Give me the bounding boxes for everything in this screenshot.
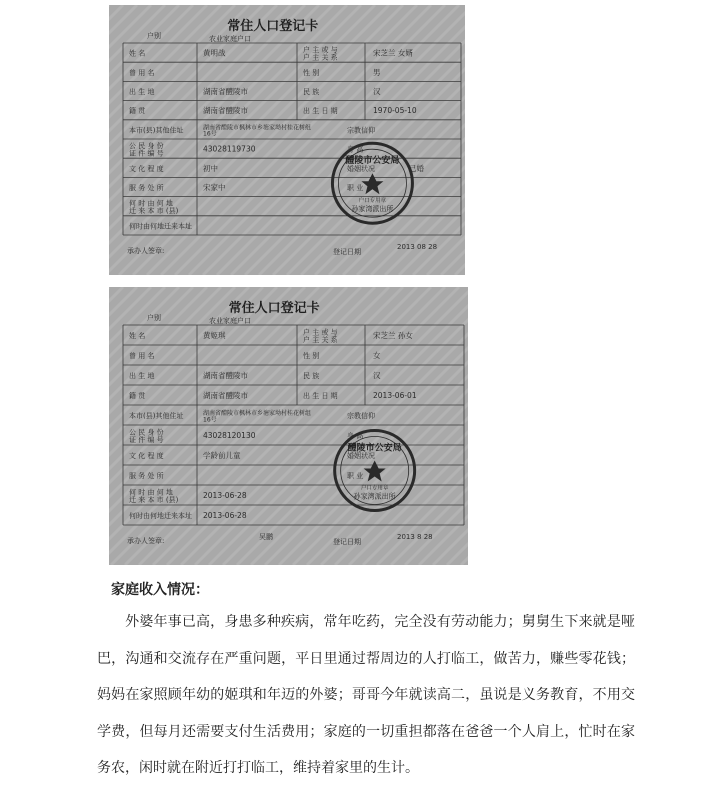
field-label: 何时由何地迁来本址 [129, 512, 192, 520]
household-card-1-form [109, 5, 465, 275]
field-value: 学龄前儿童 [203, 451, 241, 460]
section-heading: 家庭收入情况： [111, 582, 209, 598]
field-value: 宋芝兰 孙女 [373, 331, 413, 340]
card-title: 常住人口登记卡 [228, 301, 320, 316]
field-value: 女 [373, 351, 381, 360]
field-label: 出 生 日 期 [303, 107, 338, 116]
field-label: 本市(县)其他住址 [129, 412, 184, 420]
field-label: 出 生 地 [129, 372, 155, 380]
field-value: 黄明战 [203, 48, 226, 58]
section-paragraph [97, 604, 635, 787]
field-label: 公 民 身 份证 件 编 号 [129, 428, 164, 444]
field-value: 湖南省醴陵市 [203, 87, 248, 96]
field-value: 汉 [373, 87, 381, 96]
household-card-2 [109, 287, 468, 565]
registration-date: 2013 8 28 [397, 533, 433, 541]
field-label: 服 务 处 所 [129, 184, 164, 192]
texture-line [161, 5, 431, 275]
registration-date: 2013 08 28 [397, 243, 438, 251]
texture-line [119, 5, 389, 275]
field-label: 性 别 [303, 68, 320, 77]
field-label: 出 生 日 期 [303, 392, 338, 400]
household-card-2-form [109, 287, 468, 565]
field-label: 婚姻状况 [347, 452, 375, 460]
field-value: 黄姬琪 [203, 331, 226, 340]
household-type-label: 户别 [147, 32, 161, 40]
field-label: 职 业 [347, 184, 364, 192]
stamp-middle-text: 户口专用章 [358, 198, 387, 205]
field-value: 2013-06-01 [373, 391, 417, 400]
field-value: 43028119730 [203, 144, 256, 154]
field-value: 宋家中 [203, 183, 226, 192]
field-label: 何时由何地迁来本址 [129, 222, 192, 231]
date-label: 登记日期 [333, 248, 361, 256]
field-label: 身 高 [347, 145, 364, 154]
field-label: 何 时 由 何 地迁 来 本 市 (县) [129, 488, 179, 504]
stamp-bottom-text: 孙家湾派出所 [351, 205, 394, 214]
field-label: 出 生 地 [129, 88, 155, 96]
field-label: 性 别 [303, 352, 320, 360]
field-label: 曾 用 名 [129, 352, 155, 360]
field-value: 湖南省醴陵市枫林市乡塘家坳村桂花树组 16号 [203, 410, 312, 424]
signer-name: 吴鹏 [259, 533, 273, 541]
field-value: 男 [373, 67, 381, 77]
household-card-1 [109, 5, 465, 275]
stamp-bottom-text: 孙家湾派出所 [353, 492, 396, 501]
field-value: 湖南省醴陵市 [203, 391, 248, 400]
field-value: 1970-05-10 [373, 106, 417, 116]
field-value: 湖南省醴陵市 [203, 371, 248, 380]
field-value: 宋芝兰 女婿 [373, 48, 413, 58]
texture-line [109, 287, 235, 565]
field-value: 湖南省醴陵市 [203, 106, 248, 116]
field-label: 曾 用 名 [129, 68, 155, 77]
texture-line [147, 5, 417, 275]
field-value: 2013-06-28 [203, 491, 247, 500]
signer-label: 承办人签章: [127, 537, 165, 545]
stamp-top-text: 醴陵市公安局 [345, 156, 400, 167]
field-label: 本市(县)其他住址 [129, 126, 184, 135]
stamp-middle-text: 户口专用章 [360, 485, 389, 492]
field-label: 何 时 由 何 地迁 来 本 市 (县) [129, 199, 179, 216]
field-value: 2013-06-28 [203, 511, 247, 520]
field-label: 户 主 或 与户 主 关 系 [303, 328, 338, 344]
field-label: 服 务 处 所 [129, 472, 164, 480]
field-label: 文 化 程 度 [129, 164, 164, 173]
field-label: 姓 名 [129, 332, 146, 340]
field-value: 汉 [373, 371, 381, 380]
field-label: 公 民 身 份证 件 编 号 [129, 142, 164, 158]
official-stamp [332, 143, 412, 223]
field-label: 职 业 [347, 472, 364, 480]
texture-line [133, 5, 403, 275]
texture-line [265, 287, 468, 565]
field-label: 宗教信仰 [347, 412, 375, 420]
field-label: 身 高 [347, 432, 364, 440]
field-label: 文 化 程 度 [129, 452, 164, 460]
field-value: 已婚 [409, 163, 424, 173]
field-label: 婚姻状况 [347, 164, 375, 173]
field-label: 籍 贯 [129, 107, 146, 116]
texture-line [349, 287, 468, 565]
field-label: 籍 贯 [129, 392, 146, 400]
field-label: 民 族 [303, 88, 320, 96]
signer-label: 承办人签章: [127, 247, 165, 255]
field-label: 民 族 [303, 372, 320, 380]
field-value: 43028120130 [203, 431, 256, 440]
texture-line [109, 287, 263, 565]
household-type-value: 农业家庭户口 [209, 317, 251, 325]
household-type-label: 户别 [147, 314, 161, 322]
texture-line [109, 287, 151, 565]
card-title: 常住人口登记卡 [227, 19, 319, 34]
field-value: 湖南省醴陵市枫林市乡塘家坳村桂花树组 16号 [203, 124, 312, 138]
field-value: 初中 [203, 163, 218, 173]
date-label: 登记日期 [333, 538, 361, 546]
stamp-top-text: 醴陵市公安局 [347, 443, 402, 454]
field-label: 宗教信仰 [347, 126, 375, 135]
field-label: 户 主 或 与户 主 关 系 [303, 46, 338, 62]
household-type-value: 农业家庭户口 [209, 35, 251, 43]
field-label: 姓 名 [129, 49, 146, 58]
paragraph-text: 外婆年事已高，身患多种疾病，常年吃药，完全没有劳动能力；舅舅生下来就是哑巴，沟通和交流存在严重问题，平日里通过帮周边的人打临工，做苦力，赚些零花钱；妈妈在家照顾年幼的姬琪和年迈的外婆；哥哥今年就读高二，虽说是义务教育，不用交学费，但每月还需要支付生活费用；家庭的一切重担都落在爸爸一个人肩上，忙时在家务农，闲时就在附近打打临工，维持着家里的生计。 [97, 614, 635, 776]
